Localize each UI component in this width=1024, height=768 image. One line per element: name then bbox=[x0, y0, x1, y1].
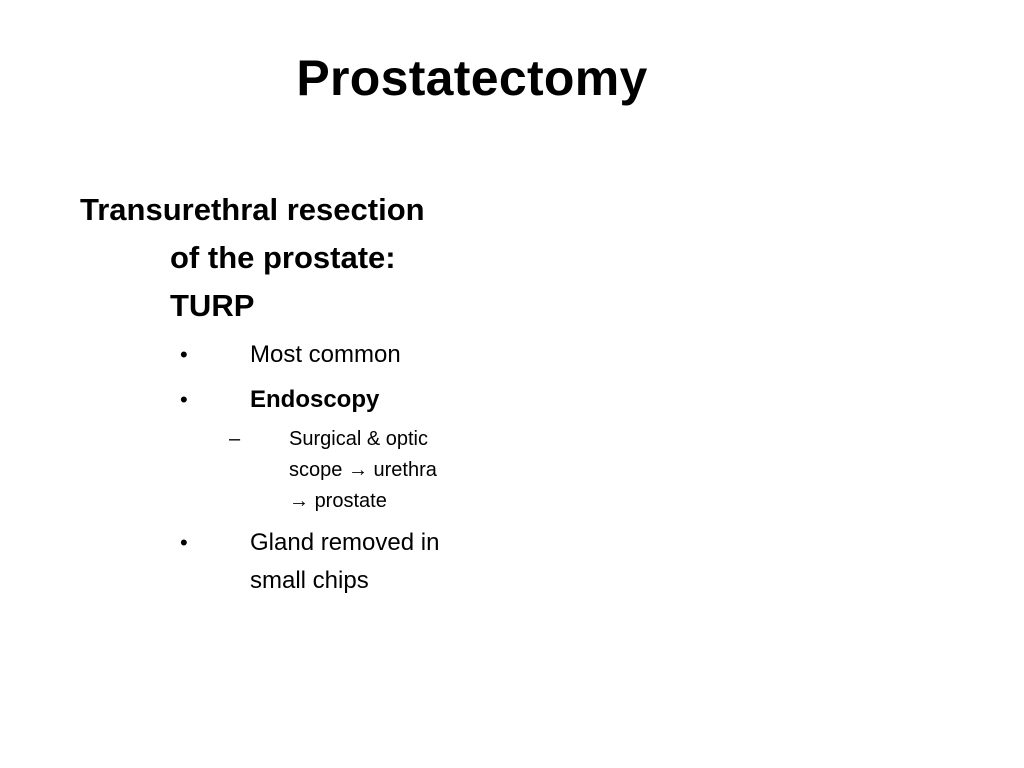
section-heading bbox=[80, 186, 500, 330]
sub-bullet-line-2 bbox=[289, 455, 437, 486]
sub-bullet-line-1: Surgical & optic bbox=[289, 428, 428, 450]
bullet-text-line-2: small chips bbox=[250, 567, 369, 594]
arrow-right-icon: → bbox=[347, 459, 368, 481]
heading-line-1: Transurethral resection bbox=[80, 192, 425, 227]
heading-line-2: of the prostate: bbox=[170, 240, 396, 275]
bullet-icon: • bbox=[180, 387, 188, 412]
sub-bullet-line-3 bbox=[289, 486, 387, 517]
sub-bullet-prostate-text: prostate bbox=[314, 490, 387, 512]
bullet-text-line-1: Gland removed in bbox=[250, 529, 440, 556]
bullet-text: Most common bbox=[250, 341, 401, 368]
dash-icon: – bbox=[229, 428, 241, 450]
slide-title: Prostatectomy bbox=[296, 50, 648, 106]
arrow-right-icon: → bbox=[289, 490, 309, 512]
sub-bullet-scope-text: scope bbox=[289, 459, 343, 481]
bullet-text: Endoscopy bbox=[250, 386, 380, 413]
heading-line-3: TURP bbox=[170, 288, 255, 323]
bullet-icon: • bbox=[180, 530, 188, 555]
sub-bullet-urethra-text: urethra bbox=[373, 459, 437, 481]
bullet-icon: • bbox=[180, 342, 188, 367]
